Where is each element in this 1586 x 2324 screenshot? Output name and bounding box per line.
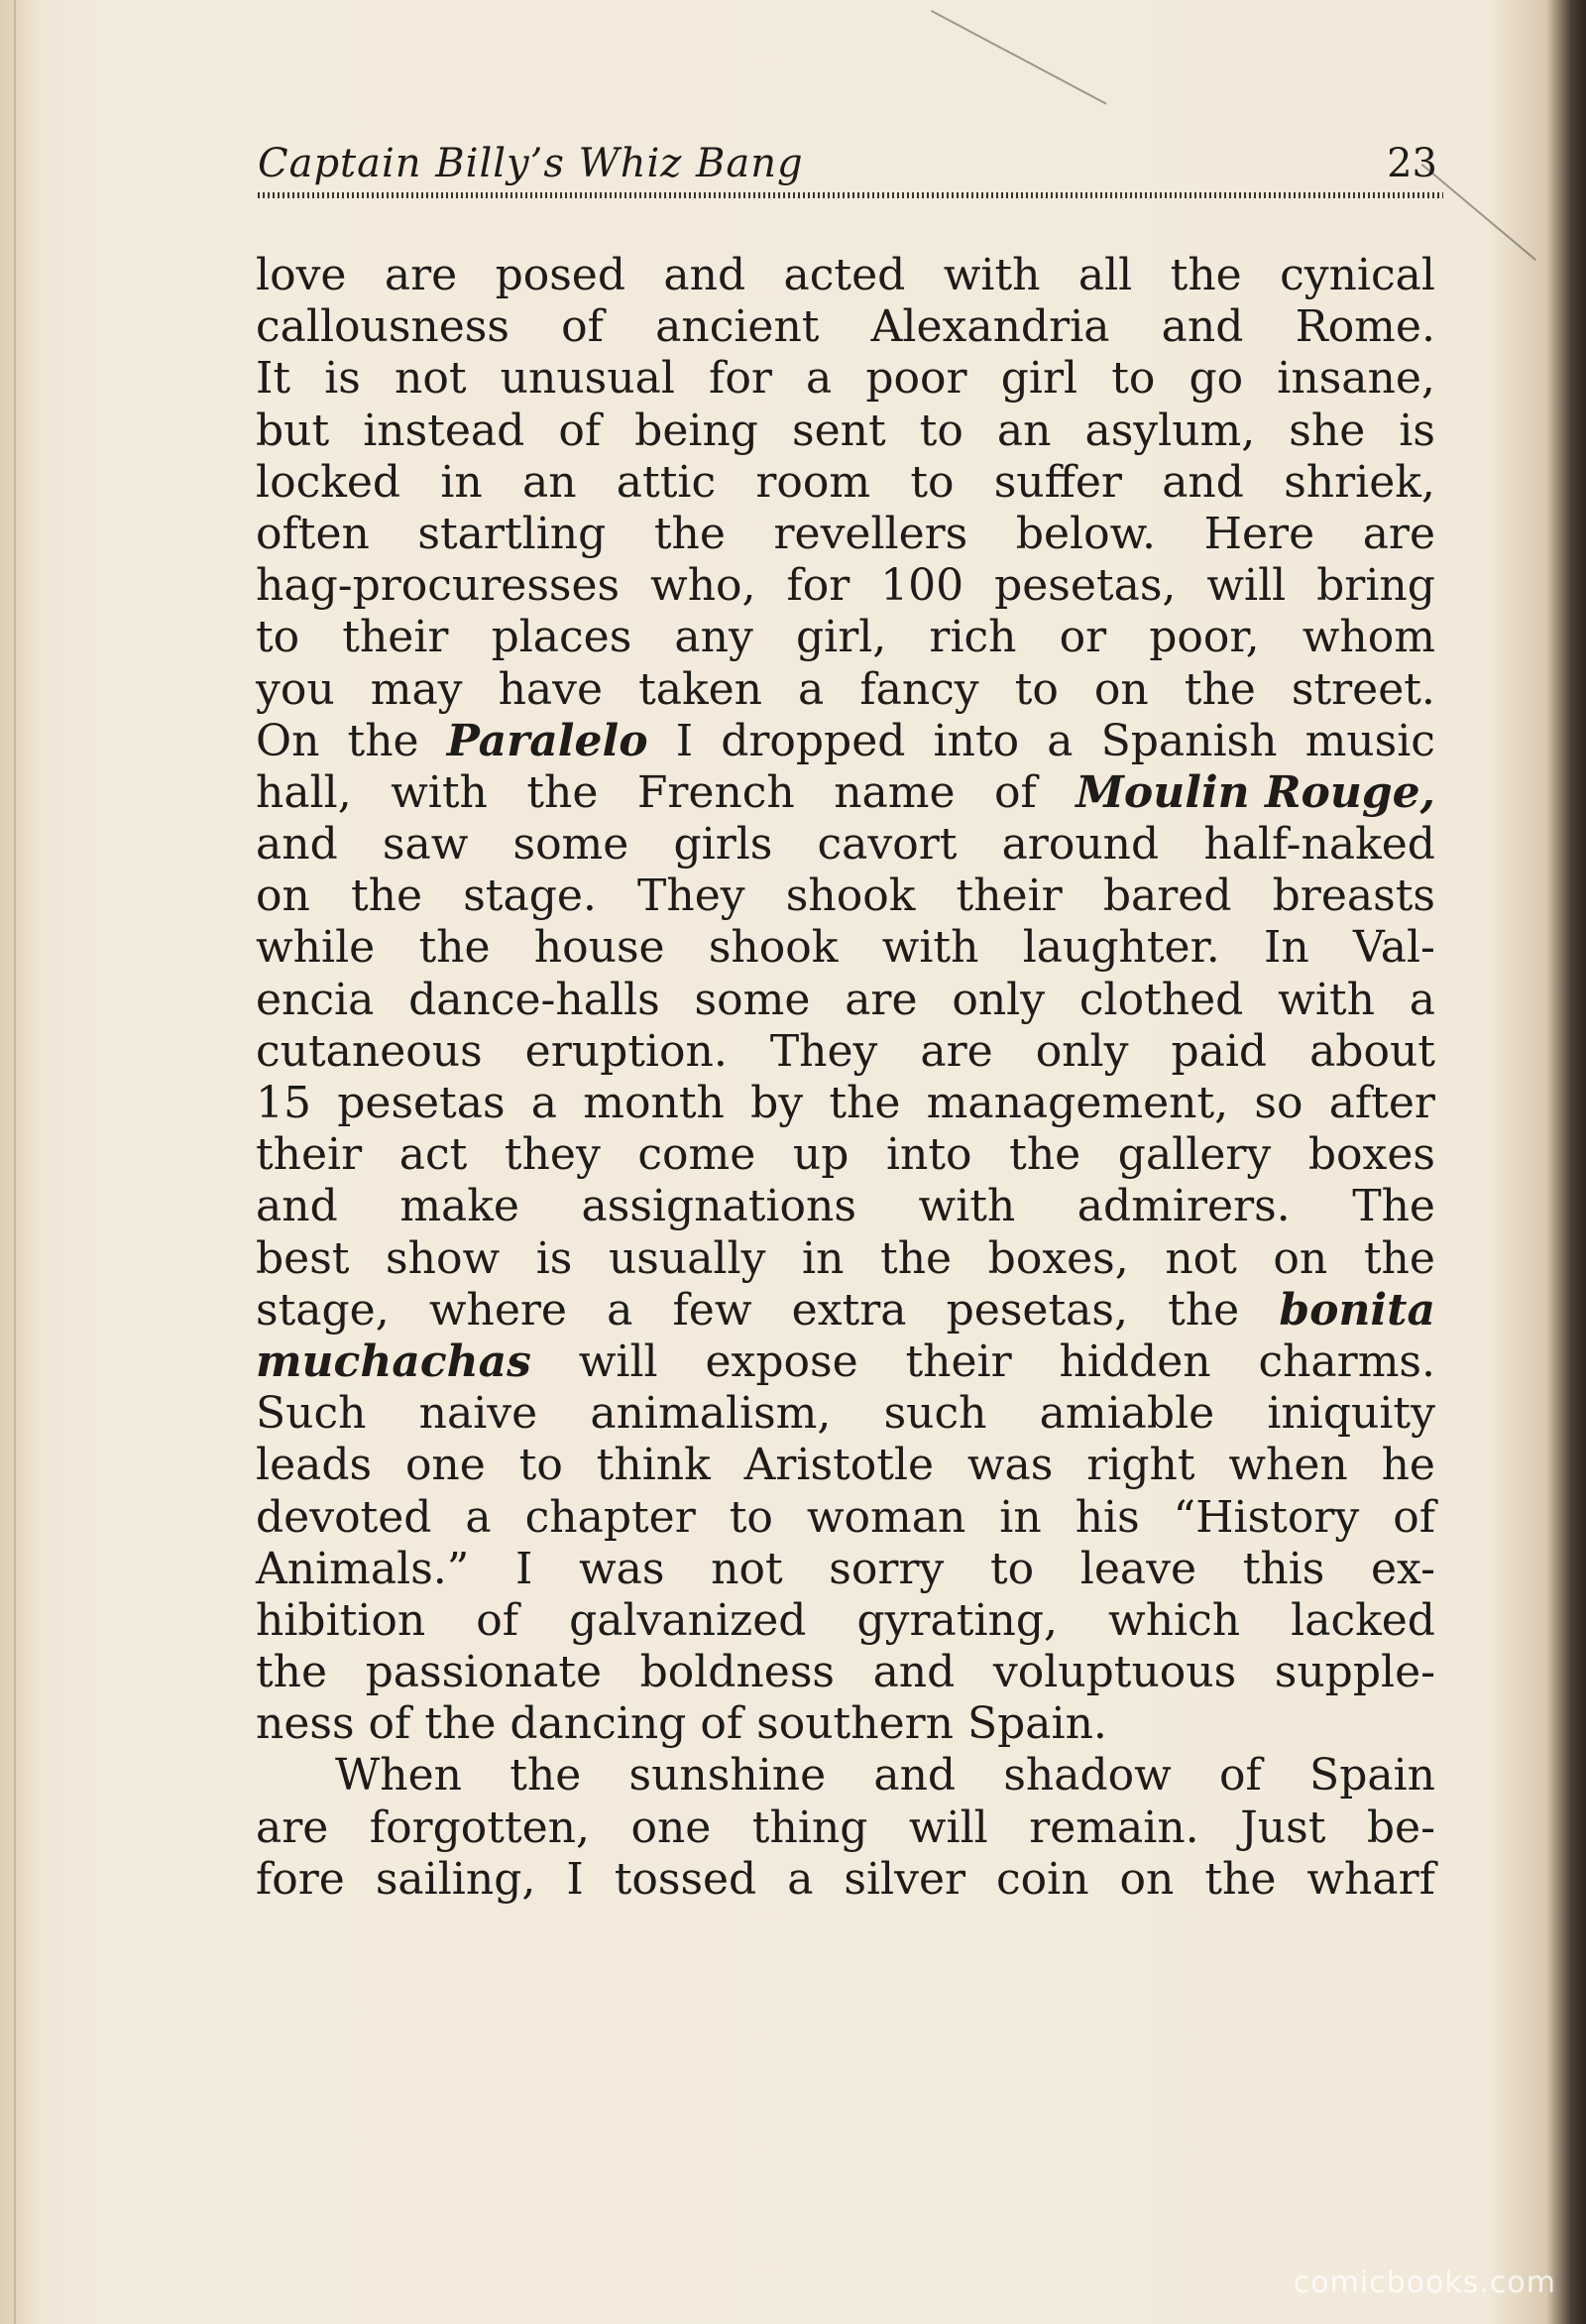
word: so	[1254, 1078, 1303, 1128]
word: go	[1189, 353, 1244, 405]
word: to	[729, 1491, 773, 1543]
text-line	[256, 716, 1435, 767]
word: remain.	[1029, 1801, 1199, 1853]
word: of	[476, 1594, 519, 1646]
word: the	[653, 508, 726, 559]
word: for	[786, 560, 850, 612]
word: you	[256, 663, 335, 715]
word: while	[256, 922, 376, 974]
word: hag-procuresses	[256, 560, 621, 612]
word: ness	[256, 1698, 355, 1750]
word: was	[966, 1440, 1054, 1491]
word: and	[1162, 456, 1244, 508]
word: unusual	[500, 353, 675, 405]
word: extra	[791, 1284, 907, 1336]
word: expose	[705, 1336, 858, 1387]
word: room	[755, 456, 871, 508]
text-line	[256, 1181, 1435, 1232]
word: their	[342, 612, 449, 663]
word: some	[512, 819, 629, 871]
word: for	[709, 353, 772, 405]
word: the	[1168, 1284, 1240, 1336]
word: pesetas,	[994, 560, 1177, 612]
word: They	[769, 1025, 878, 1077]
page-gutter-fold	[14, 0, 16, 2324]
word: they	[504, 1129, 601, 1181]
word: pesetas,	[946, 1284, 1128, 1336]
word: tossed	[614, 1853, 757, 1905]
word: places	[491, 612, 632, 663]
word: around	[1001, 819, 1160, 871]
word: on	[1093, 663, 1149, 715]
word: a	[607, 1284, 633, 1336]
word: The	[1352, 1181, 1435, 1232]
word: into	[933, 715, 1020, 766]
word: a	[798, 663, 825, 715]
word: ancient	[655, 301, 820, 353]
word: music	[1304, 715, 1435, 766]
word: but	[256, 405, 330, 456]
word: girl	[1000, 353, 1078, 405]
word: poor,	[1149, 612, 1260, 663]
word: in	[802, 1232, 845, 1284]
word: boxes	[1307, 1129, 1435, 1181]
word: by	[750, 1078, 804, 1128]
word: after	[1328, 1078, 1435, 1128]
word: supple-	[1274, 1647, 1435, 1698]
word: of	[700, 1698, 743, 1750]
word: asylum,	[1084, 405, 1256, 456]
word: she	[1289, 405, 1366, 456]
word: forgotten,	[369, 1801, 590, 1853]
emphasized-word: Moulin Rouge,	[1076, 766, 1435, 818]
word: charms.	[1258, 1336, 1435, 1387]
word: he	[1381, 1440, 1435, 1491]
word: poor	[865, 353, 967, 405]
word: think	[596, 1440, 711, 1491]
word: not	[395, 353, 467, 405]
word: all	[1077, 250, 1133, 300]
word: to	[919, 405, 963, 456]
text-line	[256, 819, 1435, 871]
word: I	[675, 715, 694, 766]
text-line	[256, 767, 1435, 819]
word: make	[399, 1181, 519, 1232]
word: Spanish	[1100, 715, 1278, 766]
word: encia	[256, 974, 375, 1025]
word: iniquity	[1267, 1388, 1435, 1440]
word: wharf	[1306, 1853, 1435, 1905]
text-line	[256, 1078, 1435, 1129]
emphasized-word: muchachas	[256, 1336, 531, 1387]
word: When	[335, 1750, 462, 1801]
word: 100	[880, 560, 964, 612]
word: a	[787, 1853, 814, 1905]
text-line	[256, 1750, 1435, 1801]
word: boxes,	[987, 1232, 1129, 1284]
word: when	[1228, 1440, 1348, 1491]
text-line	[256, 406, 1435, 457]
word: dropped	[721, 715, 906, 766]
word: with	[943, 250, 1041, 300]
word: are	[920, 1025, 993, 1077]
word: dancing	[510, 1698, 687, 1750]
text-line	[256, 1440, 1435, 1491]
word: thing	[751, 1801, 868, 1853]
word: this	[1242, 1543, 1325, 1594]
word: one	[630, 1801, 712, 1853]
word: below.	[1015, 508, 1157, 559]
word: stage,	[256, 1284, 390, 1336]
word: the	[880, 1232, 953, 1284]
word: of	[558, 405, 602, 456]
word: such	[883, 1388, 987, 1440]
word: boldness	[639, 1647, 836, 1698]
word: hidden	[1059, 1336, 1211, 1387]
word: any	[674, 612, 753, 663]
word: devoted	[256, 1491, 432, 1543]
word: the	[347, 715, 419, 766]
text-line	[256, 1595, 1435, 1647]
word: silver	[844, 1853, 966, 1905]
word: Spain.	[966, 1698, 1107, 1750]
word: taken	[638, 663, 763, 715]
word: galvanized	[569, 1594, 807, 1646]
word: house	[533, 922, 665, 974]
word: revellers	[773, 508, 968, 559]
text-line	[256, 1388, 1435, 1440]
word: southern	[756, 1698, 954, 1750]
word: the	[1363, 1232, 1435, 1284]
word: to	[989, 1543, 1035, 1594]
word: passionate	[365, 1647, 603, 1698]
word: Alexandria	[870, 301, 1110, 353]
word: posed	[495, 250, 626, 300]
word: few	[672, 1284, 752, 1336]
word: Just	[1240, 1801, 1326, 1853]
word: and	[256, 819, 338, 871]
word: only	[952, 974, 1046, 1025]
word: of	[1219, 1750, 1262, 1801]
word: pesetas	[337, 1078, 506, 1128]
word: Rome.	[1295, 301, 1435, 353]
word: being	[634, 405, 758, 456]
word: act	[398, 1129, 468, 1181]
word: bring	[1316, 560, 1435, 612]
word: to	[1111, 353, 1156, 405]
text-line	[256, 509, 1435, 560]
word: only	[1035, 1025, 1129, 1077]
word: the	[256, 1647, 328, 1698]
word: 15	[256, 1078, 311, 1128]
word: Such	[256, 1388, 367, 1440]
word: the	[1170, 250, 1242, 300]
text-line	[256, 560, 1435, 612]
word: a	[1047, 715, 1074, 766]
word: sorry	[829, 1543, 945, 1594]
word: often	[256, 508, 370, 559]
text-line	[256, 1285, 1435, 1336]
text-line	[256, 1492, 1435, 1544]
word: in	[440, 456, 483, 508]
word: hall,	[256, 766, 352, 818]
word: of	[1393, 1491, 1435, 1543]
word: is	[324, 353, 361, 405]
word: paid	[1171, 1025, 1268, 1077]
word: hibition	[256, 1594, 426, 1646]
word: Val-	[1353, 922, 1435, 974]
text-line	[256, 664, 1435, 716]
emphasized-word: Paralelo	[446, 715, 648, 766]
word: of	[993, 766, 1037, 818]
word: and	[873, 1750, 957, 1801]
word: cynical	[1280, 250, 1435, 300]
word: shook	[708, 922, 839, 974]
page-number: 23	[1387, 141, 1437, 186]
word: suffer	[993, 456, 1122, 508]
word: a	[465, 1491, 492, 1543]
word: their	[905, 1336, 1012, 1387]
word: chapter	[524, 1491, 696, 1543]
word: which	[1108, 1594, 1241, 1646]
word: their	[956, 871, 1063, 922]
word: half-naked	[1203, 819, 1435, 871]
word: fancy	[859, 663, 979, 715]
word: whom	[1302, 612, 1435, 663]
word: leave	[1079, 1543, 1197, 1594]
word: eruption.	[524, 1025, 728, 1077]
word: a	[530, 1078, 558, 1128]
word: with	[881, 922, 979, 974]
word: dance-halls	[408, 974, 660, 1025]
word: and	[663, 250, 746, 300]
word: They	[637, 871, 745, 922]
page-crease	[931, 10, 1107, 105]
word: come	[637, 1129, 756, 1181]
word: not	[711, 1543, 783, 1594]
word: insane,	[1277, 353, 1435, 405]
emphasized-word: bonita	[1279, 1284, 1435, 1336]
word: sailing,	[375, 1853, 536, 1905]
word: month	[583, 1078, 725, 1128]
word: saw	[382, 819, 469, 871]
word: of	[368, 1698, 411, 1750]
word: Spain	[1309, 1750, 1435, 1801]
text-line	[256, 1233, 1435, 1285]
text-line	[256, 250, 1435, 301]
word: sunshine	[628, 1750, 827, 1801]
word: Here	[1203, 508, 1315, 559]
word: will	[1206, 560, 1287, 612]
word: are	[256, 1801, 329, 1853]
word: In	[1264, 922, 1309, 974]
word: have	[498, 663, 604, 715]
word: love	[256, 250, 347, 300]
watermark: comicbooks.com	[1293, 2266, 1556, 2300]
word: and	[1161, 301, 1244, 353]
word: right	[1086, 1440, 1195, 1491]
word: leads	[256, 1440, 373, 1491]
word: the	[1009, 1129, 1081, 1181]
word: to	[256, 612, 300, 663]
word: to	[518, 1440, 563, 1491]
word: be-	[1366, 1801, 1435, 1853]
word: instead	[363, 405, 525, 456]
word: Aristotle	[743, 1440, 935, 1491]
word: and	[256, 1181, 338, 1232]
word: are	[384, 250, 458, 300]
word: will	[578, 1336, 658, 1387]
word: naive	[418, 1388, 538, 1440]
word: on	[1273, 1232, 1328, 1284]
word: with	[1278, 974, 1375, 1025]
word: on	[256, 871, 310, 922]
word: cavort	[817, 819, 958, 871]
word: are	[1362, 508, 1435, 559]
word: their	[256, 1129, 363, 1181]
text-line	[256, 1336, 1435, 1388]
word: and	[872, 1647, 956, 1698]
word: an	[521, 456, 577, 508]
word: the	[1204, 1853, 1277, 1905]
word: clothed	[1078, 974, 1244, 1025]
word: will	[908, 1801, 988, 1853]
word: breasts	[1272, 871, 1435, 922]
text-line	[256, 871, 1435, 922]
word: locked	[256, 456, 401, 508]
word: one	[404, 1440, 486, 1491]
word: some	[694, 974, 811, 1025]
word: is	[1399, 405, 1435, 456]
word: shadow	[1003, 1750, 1172, 1801]
word: coin	[996, 1853, 1089, 1905]
word: attic	[616, 456, 717, 508]
word: shook	[785, 871, 916, 922]
word: the	[1184, 663, 1256, 715]
text-line	[256, 1854, 1435, 1906]
word: admirers.	[1076, 1181, 1291, 1232]
word: laughter.	[1022, 922, 1220, 974]
word: the	[526, 766, 599, 818]
word: was	[578, 1543, 665, 1594]
word: may	[370, 663, 463, 715]
word: the	[350, 871, 423, 922]
word: in	[999, 1491, 1042, 1543]
word: girl,	[795, 612, 887, 663]
word: ex-	[1371, 1543, 1435, 1594]
word: gallery	[1117, 1129, 1272, 1181]
word: the	[418, 922, 491, 974]
header-rule	[258, 192, 1443, 198]
word: assignations	[581, 1181, 856, 1232]
word: voluptuous	[992, 1647, 1237, 1698]
word: where	[428, 1284, 567, 1336]
word: with	[391, 766, 488, 818]
word: usually	[608, 1232, 766, 1284]
word: acted	[783, 250, 906, 300]
word: not	[1165, 1232, 1237, 1284]
word: street.	[1291, 663, 1435, 715]
word: rich	[929, 612, 1017, 663]
word: on	[1119, 1853, 1175, 1905]
word: the	[510, 1750, 582, 1801]
word: with	[918, 1181, 1016, 1232]
running-title: Captain Billy’s Whiz Bang	[258, 141, 804, 186]
word: stage.	[463, 871, 597, 922]
word: amiable	[1039, 1388, 1215, 1440]
text-line	[256, 612, 1435, 663]
running-head	[258, 141, 1447, 190]
text-line	[256, 1698, 1435, 1750]
word: his	[1075, 1491, 1140, 1543]
word: fore	[256, 1853, 345, 1905]
word: I	[566, 1853, 584, 1905]
word: sent	[791, 405, 886, 456]
text-line	[256, 1129, 1435, 1181]
word: of	[561, 301, 604, 353]
word: to	[1014, 663, 1059, 715]
word: shriek,	[1284, 456, 1435, 508]
word: are	[845, 974, 918, 1025]
word: callousness	[256, 301, 510, 353]
text-line	[256, 975, 1435, 1026]
text-line	[256, 1802, 1435, 1854]
word: bared	[1102, 871, 1232, 922]
word: woman	[806, 1491, 966, 1543]
text-line	[256, 1544, 1435, 1595]
text-line	[256, 1026, 1435, 1078]
word: I	[514, 1543, 533, 1594]
word: a	[806, 353, 833, 405]
word: It	[256, 353, 291, 405]
word: management,	[926, 1078, 1229, 1128]
word: On	[256, 715, 320, 766]
word: or	[1059, 612, 1107, 663]
word: Animals.”	[256, 1543, 470, 1594]
text-line	[256, 1647, 1435, 1698]
word: about	[1309, 1025, 1435, 1077]
word: a	[1409, 974, 1435, 1025]
word: the	[424, 1698, 497, 1750]
word: up	[792, 1129, 850, 1181]
word: gyrating,	[856, 1594, 1059, 1646]
body-text	[256, 250, 1435, 1906]
word: animalism,	[590, 1388, 832, 1440]
text-line	[256, 353, 1435, 405]
word: name	[834, 766, 956, 818]
word: show	[386, 1232, 501, 1284]
word: is	[535, 1232, 573, 1284]
word: an	[996, 405, 1052, 456]
word: cutaneous	[256, 1025, 483, 1077]
word: “History	[1173, 1491, 1360, 1543]
word: startling	[417, 508, 607, 559]
word: the	[829, 1078, 901, 1128]
word: into	[885, 1129, 972, 1181]
word: who,	[650, 560, 756, 612]
text-line	[256, 301, 1435, 353]
word: girls	[673, 819, 773, 871]
word: best	[256, 1232, 350, 1284]
word: lacked	[1291, 1594, 1435, 1646]
text-line	[256, 922, 1435, 974]
word: French	[636, 766, 795, 818]
text-line	[256, 457, 1435, 509]
word: to	[910, 456, 955, 508]
